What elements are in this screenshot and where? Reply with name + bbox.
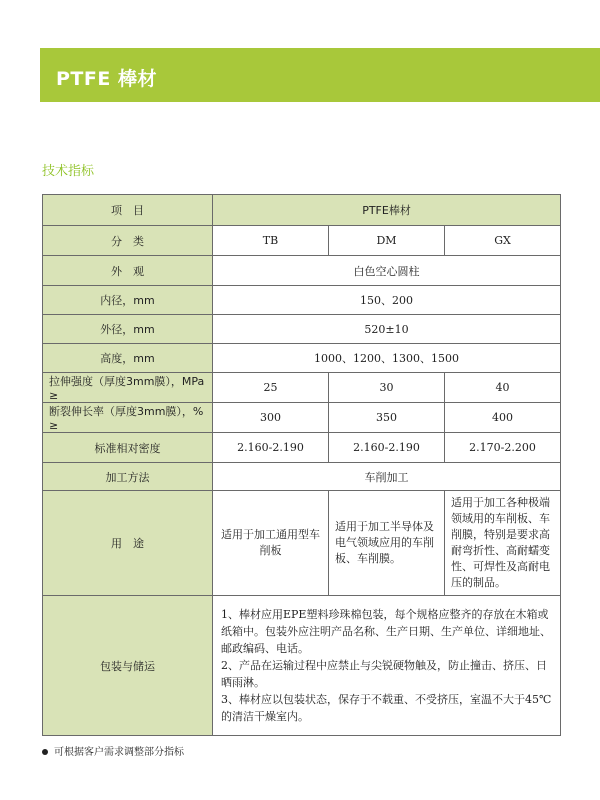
pack-cell xyxy=(213,596,561,736)
table-row xyxy=(43,286,561,315)
value-cell: 40 xyxy=(445,373,561,403)
table-row xyxy=(43,433,561,463)
value-cell: 30 xyxy=(329,373,445,403)
row-label: 加工方法 xyxy=(43,463,213,491)
table-row xyxy=(43,344,561,373)
value-cell: 2.170-2.200 xyxy=(445,433,561,463)
row-label: 分 类 xyxy=(43,226,213,256)
table-row xyxy=(43,256,561,286)
table-row xyxy=(43,463,561,491)
use-cell: 适用于加工半导体及电气领域应用的车削板、车削膜。 xyxy=(329,491,445,596)
row-label: 包装与储运 xyxy=(43,596,213,736)
grade-cell: GX xyxy=(445,226,561,256)
spec-table xyxy=(42,194,561,736)
value-cell: 1000、1200、1300、1500 xyxy=(213,344,561,373)
row-label: 用 途 xyxy=(43,491,213,596)
table-row xyxy=(43,596,561,736)
value-cell: 车削加工 xyxy=(213,463,561,491)
row-label: 内径，mm xyxy=(43,286,213,315)
value-cell: 2.160-2.190 xyxy=(213,433,329,463)
row-label: 高度，mm xyxy=(43,344,213,373)
table-row xyxy=(43,315,561,344)
row-label: 标准相对密度 xyxy=(43,433,213,463)
value-cell: 白色空心圆柱 xyxy=(213,256,561,286)
value-cell: 300 xyxy=(213,403,329,433)
pack-item: 1、棒材应用EPE塑料珍珠棉包装，每个规格应整齐的存放在木箱或纸箱中。包装外应注明产品名称、生产日期、生产单位、详细地址、邮政编码、电话。 xyxy=(221,608,551,655)
product-name: PTFE棒材 xyxy=(213,195,561,226)
table-row xyxy=(43,403,561,433)
row-label: 拉伸强度（厚度3mm膜），MPa ≥ xyxy=(43,373,213,403)
table-row xyxy=(43,491,561,596)
use-cell: 适用于加工通用型车削板 xyxy=(213,491,329,596)
grade-cell: DM xyxy=(329,226,445,256)
row-label: 外径，mm xyxy=(43,315,213,344)
footnote-text: 可根据客户需求调整部分指标 xyxy=(54,747,184,758)
footnote xyxy=(42,743,184,758)
table-row xyxy=(43,195,561,226)
pack-item: 3、棒材应以包装状态，保存于不载重、不受挤压，室温不大于45℃的清洁干燥室内。 xyxy=(221,693,552,723)
grade-cell: TB xyxy=(213,226,329,256)
value-cell: 400 xyxy=(445,403,561,433)
value-cell: 25 xyxy=(213,373,329,403)
table-row xyxy=(43,226,561,256)
table-row xyxy=(43,373,561,403)
pack-item: 2、产品在运输过程中应禁止与尖锐硬物触及，防止撞击、挤压、日晒雨淋。 xyxy=(221,659,547,689)
bullet-icon xyxy=(42,749,48,755)
row-label: 断裂伸长率（厚度3mm膜），% ≥ xyxy=(43,403,213,433)
value-cell: 2.160-2.190 xyxy=(329,433,445,463)
value-cell: 350 xyxy=(329,403,445,433)
page-title: PTFE 棒材 xyxy=(56,68,157,90)
value-cell: 520±10 xyxy=(213,315,561,344)
use-cell: 适用于加工各种极端领域用的车削板、车削膜，特别是要求高耐弯折性、高耐蠕变性、可焊性及高耐电压的制品。 xyxy=(445,491,561,596)
row-label: 外 观 xyxy=(43,256,213,286)
section-title: 技术指标 xyxy=(42,164,95,179)
row-label: 项 目 xyxy=(43,195,213,226)
value-cell: 150、200 xyxy=(213,286,561,315)
